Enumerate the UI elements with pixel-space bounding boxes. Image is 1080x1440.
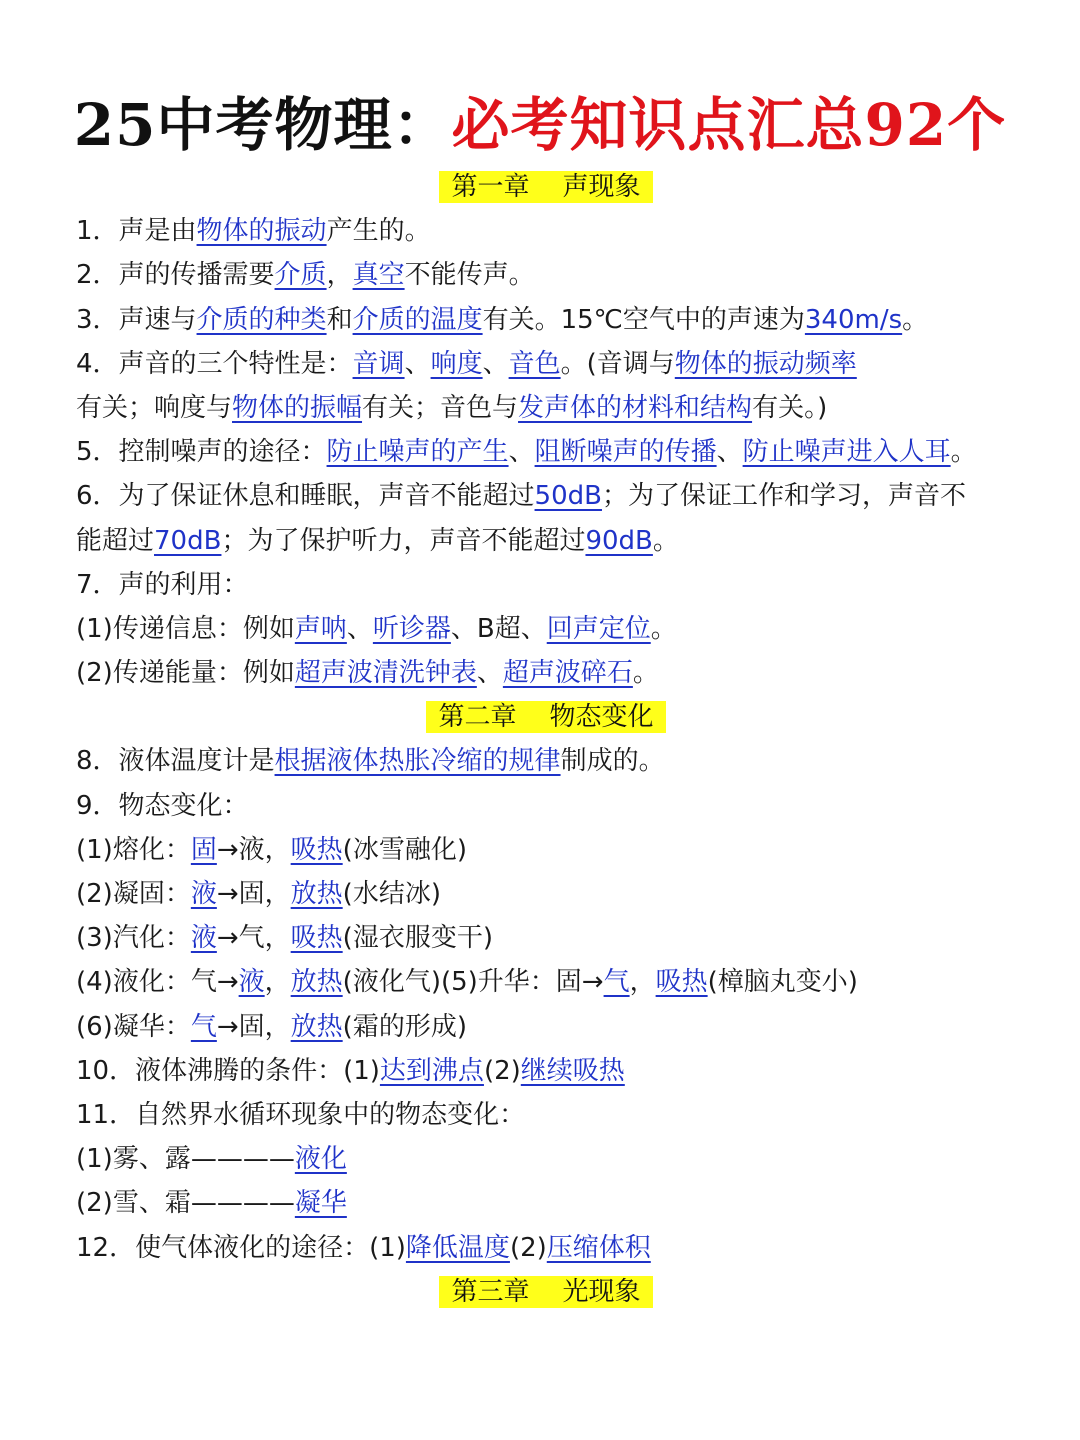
note-line [76,563,1016,607]
note-text: 12．使气体液化的途径：(1) [76,1232,406,1263]
note-line [76,872,1016,916]
note-text: (2)凝固： [76,879,191,909]
note-text: 。 [652,525,679,556]
note-text: ， [264,967,291,998]
note-text: 、 [346,613,373,644]
chapter-heading-text: 第二章 物态变化 [426,701,665,733]
answer-text: 吸热 [290,834,343,865]
answer-text: 固 [190,834,217,865]
answer-text: 液 [190,879,217,909]
note-line [76,1093,1016,1137]
note-text: (2) [509,1232,547,1263]
answer-text: 发声体的材料和结构 [518,392,753,423]
answer-text: 液 [238,967,265,998]
answer-text: 继续吸热 [520,1055,625,1086]
note-text: 、 [716,437,743,468]
answer-text: 真空 [352,260,405,291]
note-text: (3)汽化： [76,923,191,954]
chapter-heading [76,165,1016,209]
note-text: 、B超、 [450,613,547,644]
note-text: →气， [216,923,291,954]
answer-text: 凝华 [294,1188,347,1219]
note-text: 有关；响度与 [76,392,233,423]
answer-text: 达到沸点 [379,1055,484,1086]
note-line [76,430,1016,474]
answer-text: 液化 [294,1144,347,1175]
note-text: 6．为了保证休息和睡眠，声音不能超过 [76,481,535,512]
note-text: 。 [650,613,677,644]
note-text: (樟脑丸变小) [707,967,858,998]
note-text: 、 [508,437,535,468]
note-line [76,1137,1016,1181]
note-line [76,960,1016,1004]
answer-text: 50dB [534,481,602,512]
note-text: →固， [216,1011,291,1042]
note-line [76,342,1016,386]
answer-text: 介质的温度 [352,304,483,335]
note-line [76,386,1016,430]
note-text: 能超过 [76,525,155,556]
title-red: 必考知识点汇总92个 [451,91,1007,159]
note-text: (6)凝华： [76,1011,191,1042]
chapter-heading [76,1270,1016,1314]
note-line [76,607,1016,651]
chapter-heading [76,695,1016,739]
answer-text: 气 [603,967,630,998]
answer-text: 超声波碎石 [502,658,633,689]
note-text: 3．声速与 [76,304,197,335]
note-text: ， [629,967,656,998]
note-line [76,784,1016,828]
note-text: (1)熔化： [76,834,191,865]
note-text: (2)传递能量：例如 [76,658,295,689]
answer-text: 气 [190,1011,217,1042]
answer-text: 回声定位 [546,613,651,644]
answer-text: 物体的振动频率 [674,348,857,379]
answer-text: 音调 [352,348,405,379]
note-text: 2．声的传播需要 [76,260,275,291]
answer-text: 放热 [290,1011,343,1042]
note-text: 产生的。 [326,216,431,247]
answer-text: 听诊器 [372,613,451,644]
answer-text: 介质的种类 [196,304,327,335]
note-line [76,209,1016,253]
note-text: 制成的。 [560,746,665,777]
note-text: 10．液体沸腾的条件：(1) [76,1055,380,1086]
answer-text: 吸热 [655,967,708,998]
answer-text: 340m/s [804,304,903,335]
note-text: (水结冰) [342,879,441,909]
note-line [76,253,1016,297]
note-text: 、 [482,348,509,379]
answer-text: 音色 [508,348,561,379]
note-text: 和 [326,304,353,335]
note-line [76,474,1016,518]
answer-text: 介质 [274,260,327,291]
note-line [76,1181,1016,1225]
answer-text: 响度 [430,348,483,379]
note-text: (霜的形成) [342,1011,467,1042]
note-line [76,651,1016,695]
note-text: 有关；音色与 [362,392,519,423]
answer-text: 超声波清洗钟表 [294,658,477,689]
chapter-heading-text: 第三章 光现象 [439,1276,652,1308]
note-text: ；为了保护听力，声音不能超过 [221,525,586,556]
note-line [76,916,1016,960]
note-text: 有关。15℃空气中的声速为 [482,304,805,335]
note-line [76,828,1016,872]
answer-text: 物体的振幅 [232,392,363,423]
note-text: 5．控制噪声的途径： [76,437,327,468]
note-text: 11．自然界水循环现象中的物态变化： [76,1099,526,1130]
answer-text: 降低温度 [405,1232,510,1263]
note-text: 8．液体温度计是 [76,746,275,777]
note-line [76,739,1016,783]
note-text: 。 [902,304,929,335]
answer-text: 防止噪声的产生 [326,437,509,468]
note-line [76,1049,1016,1093]
answer-text: 根据液体热胀冷缩的规律 [274,746,561,777]
note-text: (2) [483,1055,521,1086]
answer-text: 70dB [154,525,222,556]
note-line [76,519,1016,563]
title-black: 25中考物理： [73,91,452,159]
note-text: →液， [216,834,291,865]
note-text: 。 [632,658,659,689]
note-text: 9．物态变化： [76,790,249,821]
answer-text: 声呐 [294,613,347,644]
answer-text: 压缩体积 [546,1232,651,1263]
note-text: (1)雾、露———— [76,1144,295,1175]
note-text: 不能传声。 [404,260,535,291]
note-line [76,298,1016,342]
note-text: 1．声是由 [76,216,197,247]
note-text: 、 [476,658,503,689]
answer-text: 液 [190,923,217,954]
note-text: (湿衣服变干) [342,923,493,954]
answer-text: 放热 [290,967,343,998]
note-text: (2)雪、霜———— [76,1188,295,1219]
note-text: (1)传递信息：例如 [76,613,295,644]
note-text: ， [326,260,353,291]
note-text: ；为了保证工作和学习，声音不 [601,481,966,512]
note-text: (4)液化：气→ [76,967,239,998]
notes-content [76,165,1016,1314]
note-text: 、 [404,348,431,379]
note-text: 7．声的利用： [76,569,249,600]
note-text: 有关。) [752,392,828,423]
answer-text: 吸热 [290,923,343,954]
answer-text: 物体的振动 [196,216,327,247]
note-text: 。(音调与 [560,348,675,379]
note-line [76,1226,1016,1270]
note-text: 。 [950,437,977,468]
answer-text: 90dB [585,525,653,556]
note-text: (冰雪融化) [342,834,467,865]
answer-text: 阻断噪声的传播 [534,437,717,468]
chapter-heading-text: 第一章 声现象 [439,171,652,203]
page-title [0,78,1080,162]
note-text: (液化气)(5)升华：固→ [342,967,604,998]
note-line [76,1005,1016,1049]
answer-text: 防止噪声进入人耳 [742,437,951,468]
answer-text: 放热 [290,879,343,909]
note-text: →固， [216,879,291,909]
note-text: 4．声音的三个特性是： [76,348,353,379]
